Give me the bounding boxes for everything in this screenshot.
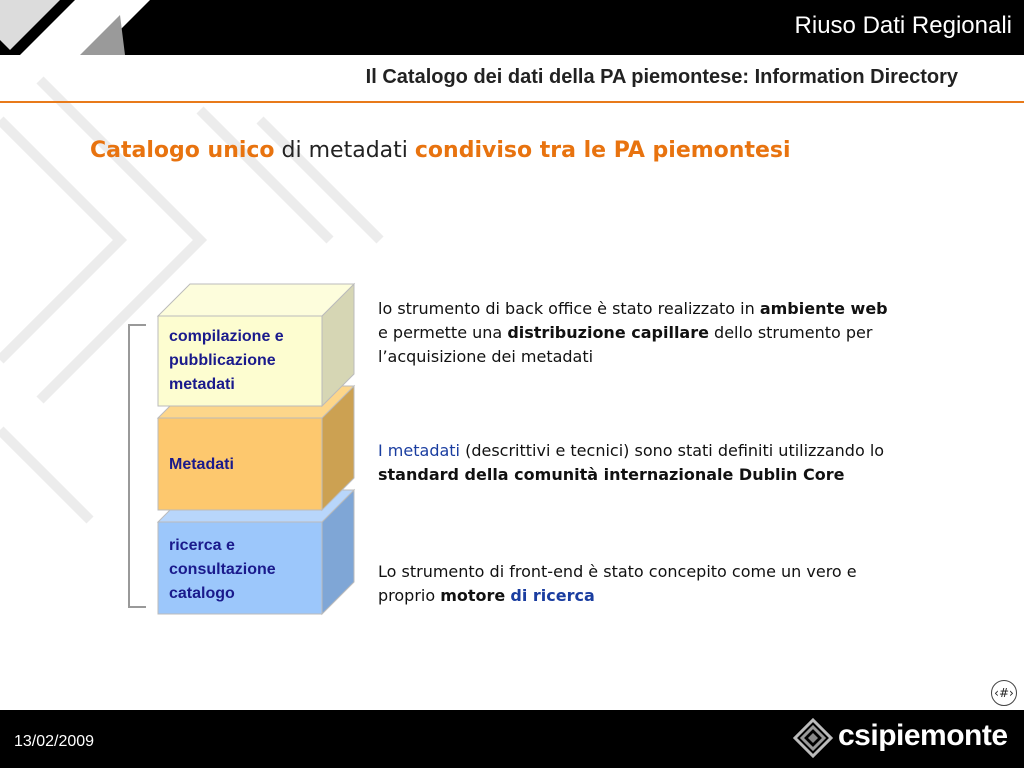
p1-text-3: dello strumento per l’acquisizione dei metadati	[378, 323, 873, 366]
p2-bold-1: standard della comunità internazionale Dublin Core	[378, 465, 845, 484]
p3-bold-1: motore	[440, 586, 506, 605]
p1-bold-1: ambiente web	[759, 299, 888, 318]
presentation-title: Riuso Dati Regionali	[794, 12, 1012, 39]
p1-text-2: e permette una	[378, 323, 508, 342]
csi-logo-icon	[793, 718, 833, 758]
paragraph-dublin-core	[378, 439, 898, 487]
paragraph-front-end	[378, 560, 898, 608]
heading-highlight-2: condiviso tra le PA piemontesi	[414, 138, 791, 163]
p1-text-1: lo strumento di back office è stato realizzato in	[378, 299, 760, 318]
heading-highlight-1: Catalogo unico	[90, 138, 275, 163]
block-label-metadati: Metadati	[169, 456, 234, 473]
footer-date: 13/02/2009	[14, 733, 95, 750]
p2-colored-1: I metadati	[378, 441, 460, 460]
p3-bold-colored-1: di ricerca	[510, 586, 595, 605]
page-number: ‹#›	[991, 680, 1017, 706]
paragraph-back-office	[378, 297, 898, 369]
p3-text-1: Lo strumento di front-end è stato concepito come un vero e proprio	[378, 562, 857, 605]
slide-subtitle: Il Catalogo dei dati della PA piemontese: Information Directory	[365, 66, 958, 88]
block-label-ricerca: ricerca e consultazione catalogo	[169, 537, 276, 602]
p2-text-1: (descrittivi e tecnici) sono stati definiti utilizzando lo	[460, 441, 885, 460]
block-label-compilazione: compilazione e pubblicazione metadati	[169, 328, 284, 393]
csi-logo-text: csipiemonte	[838, 719, 1008, 752]
heading-text: di metadati	[274, 138, 415, 163]
p1-bold-2: distribuzione capillare	[507, 323, 709, 342]
left-bracket	[129, 325, 146, 607]
